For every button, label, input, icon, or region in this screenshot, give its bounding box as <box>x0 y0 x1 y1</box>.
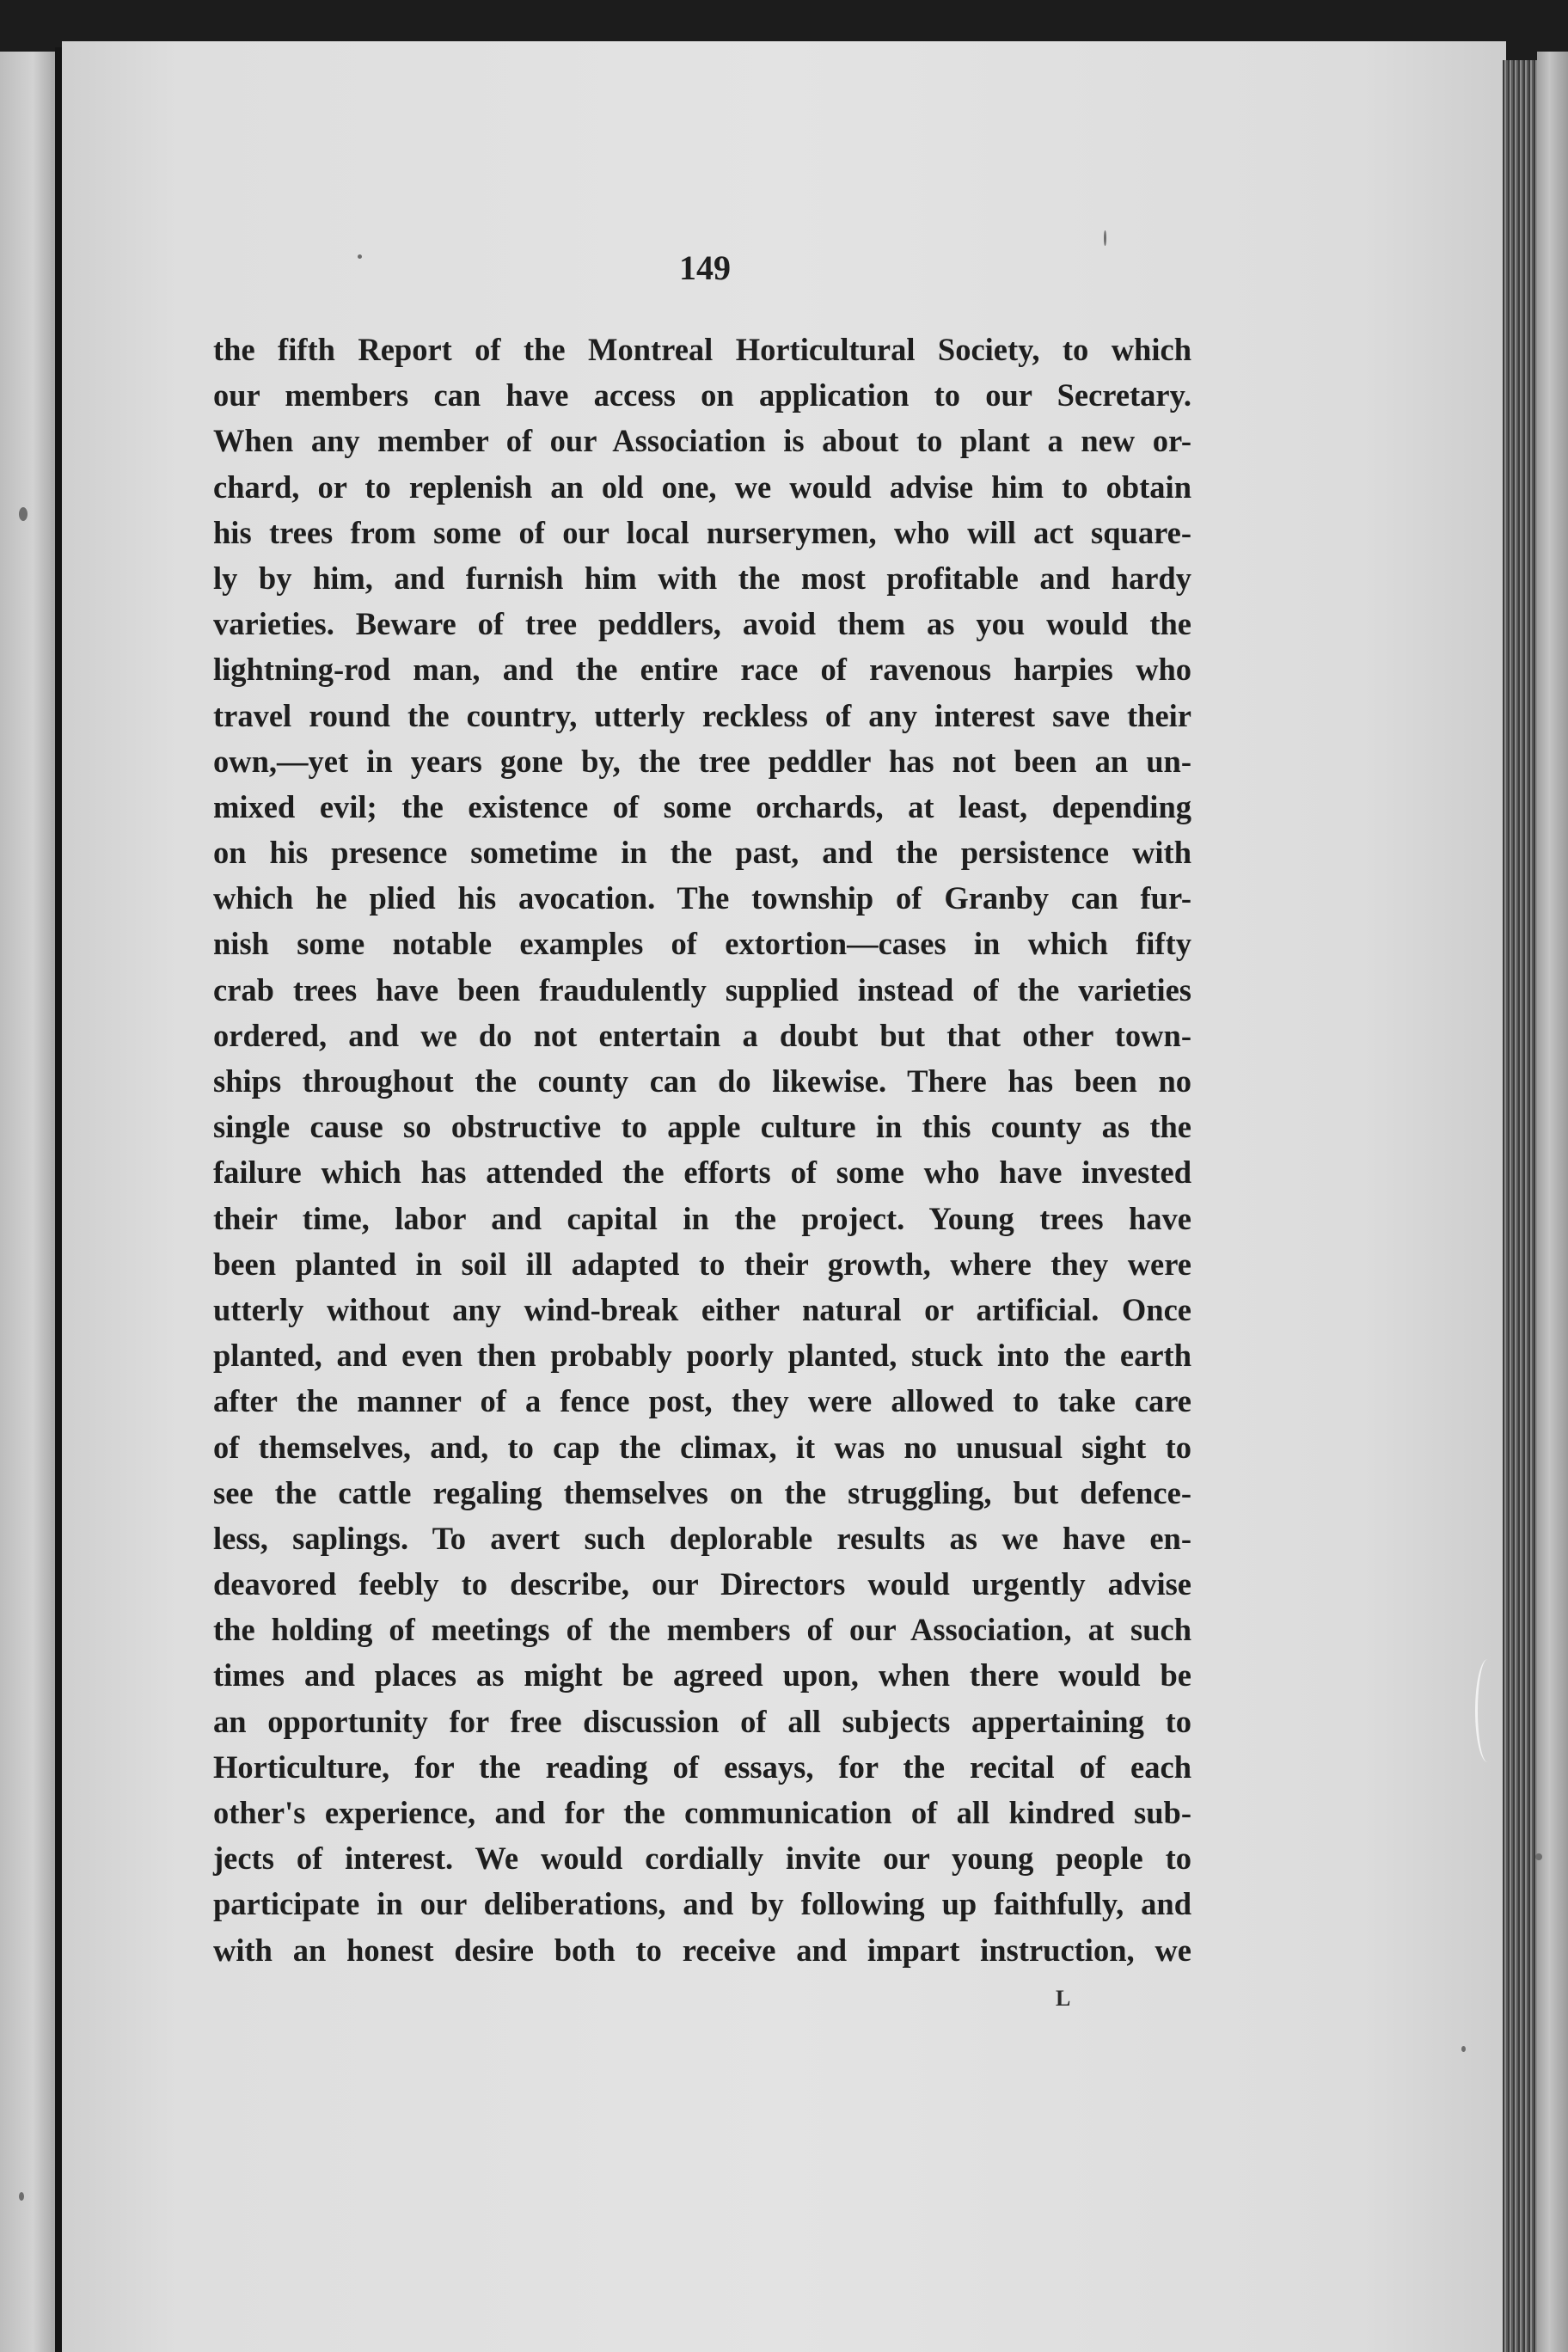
text-line: planted, and even then probably poorly planted, stuck into the earth <box>213 1338 1191 1374</box>
text-line: travel round the country, utterly reckless of any interest save their <box>213 697 1191 733</box>
text-line: deavored feebly to describe, our Directors would urgently advise <box>213 1566 1191 1602</box>
text-line: the holding of meetings of the members of our Association, at such <box>213 1612 1191 1648</box>
text-line: single cause so obstructive to apple culture in this county as the <box>213 1109 1191 1145</box>
text-line: nish some notable examples of extortion—cases in which fifty <box>213 926 1191 962</box>
text-line: our members can have access on application to our Secretary. <box>213 377 1191 413</box>
scan-speck <box>1461 2046 1466 2052</box>
text-line: chard, or to replenish an old one, we would advise him to obtain <box>213 469 1191 505</box>
text-line: failure which has attended the efforts of some who have invested <box>213 1155 1191 1191</box>
body-text <box>213 327 1191 1973</box>
text-line: been planted in soil ill adapted to their growth, where they were <box>213 1246 1191 1282</box>
page-leaves-edge <box>1503 60 1537 2352</box>
book-gutter <box>55 47 62 2352</box>
text-line: times and places as might be agreed upon, when there would be <box>213 1657 1191 1694</box>
text-line: varieties. Beware of tree peddlers, avoid them as you would the <box>213 606 1191 642</box>
text-line: the fifth Report of the Montreal Horticultural Society, to which <box>213 332 1191 367</box>
book-cover-edge <box>1537 52 1568 2352</box>
text-line: ordered, and we do not entertain a doubt but that other town- <box>213 1017 1191 1053</box>
text-line: their time, labor and capital in the project. Young trees have <box>213 1200 1191 1236</box>
text-line: his trees from some of our local nurserymen, who will act square- <box>213 514 1191 550</box>
scan-speck <box>19 507 28 521</box>
text-line: Horticulture, for the reading of essays, for the recital of each <box>213 1749 1191 1785</box>
text-line: on his presence sometime in the past, and the persistence with <box>213 835 1191 871</box>
text-line: see the cattle regaling themselves on the struggling, but defence- <box>213 1474 1191 1510</box>
text-line: jects of interest. We would cordially invite our young people to <box>213 1841 1191 1877</box>
text-line: other's experience, and for the communication of all kindred sub- <box>213 1795 1191 1830</box>
page-number: 149 <box>679 248 731 287</box>
text-line: ships throughout the county can do likewise. There has been no <box>213 1063 1191 1099</box>
text-line: crab trees have been fraudulently supplied instead of the varieties <box>213 971 1191 1008</box>
text-line: participate in our deliberations, and by following up faithfully, and <box>213 1886 1191 1922</box>
scan-speck <box>358 254 362 259</box>
text-line: of themselves, and, to cap the climax, it was no unusual sight to <box>213 1429 1191 1465</box>
text-line: mixed evil; the existence of some orchards, at least, depending <box>213 788 1191 824</box>
text-line: utterly without any wind-break either natural or artificial. Once <box>213 1291 1191 1327</box>
text-line: lightning-rod man, and the entire race of ravenous harpies who <box>213 652 1191 688</box>
scan-speck <box>19 2192 24 2201</box>
text-line: When any member of our Association is about to plant a new or- <box>213 423 1191 459</box>
text-line: with an honest desire both to receive and impart instruction, we <box>213 1932 1191 1968</box>
text-line: ly by him, and furnish him with the most profitable and hardy <box>213 560 1191 596</box>
scan-artifact-curve <box>1475 1659 1500 1762</box>
scan-speck <box>1535 1853 1542 1860</box>
text-line: less, saplings. To avert such deplorable results as we have en- <box>213 1520 1191 1556</box>
text-line: which he plied his avocation. The township of Granby can fur- <box>213 880 1191 916</box>
text-line: an opportunity for free discussion of all subjects appertaining to <box>213 1703 1191 1739</box>
text-line: own,—yet in years gone by, the tree peddler has not been an un- <box>213 743 1191 779</box>
scan-speck <box>1104 230 1106 246</box>
text-line: after the manner of a fence post, they were allowed to take care <box>213 1383 1191 1419</box>
previous-page-edge <box>0 52 55 2352</box>
signature-mark: L <box>1056 1986 1071 2011</box>
